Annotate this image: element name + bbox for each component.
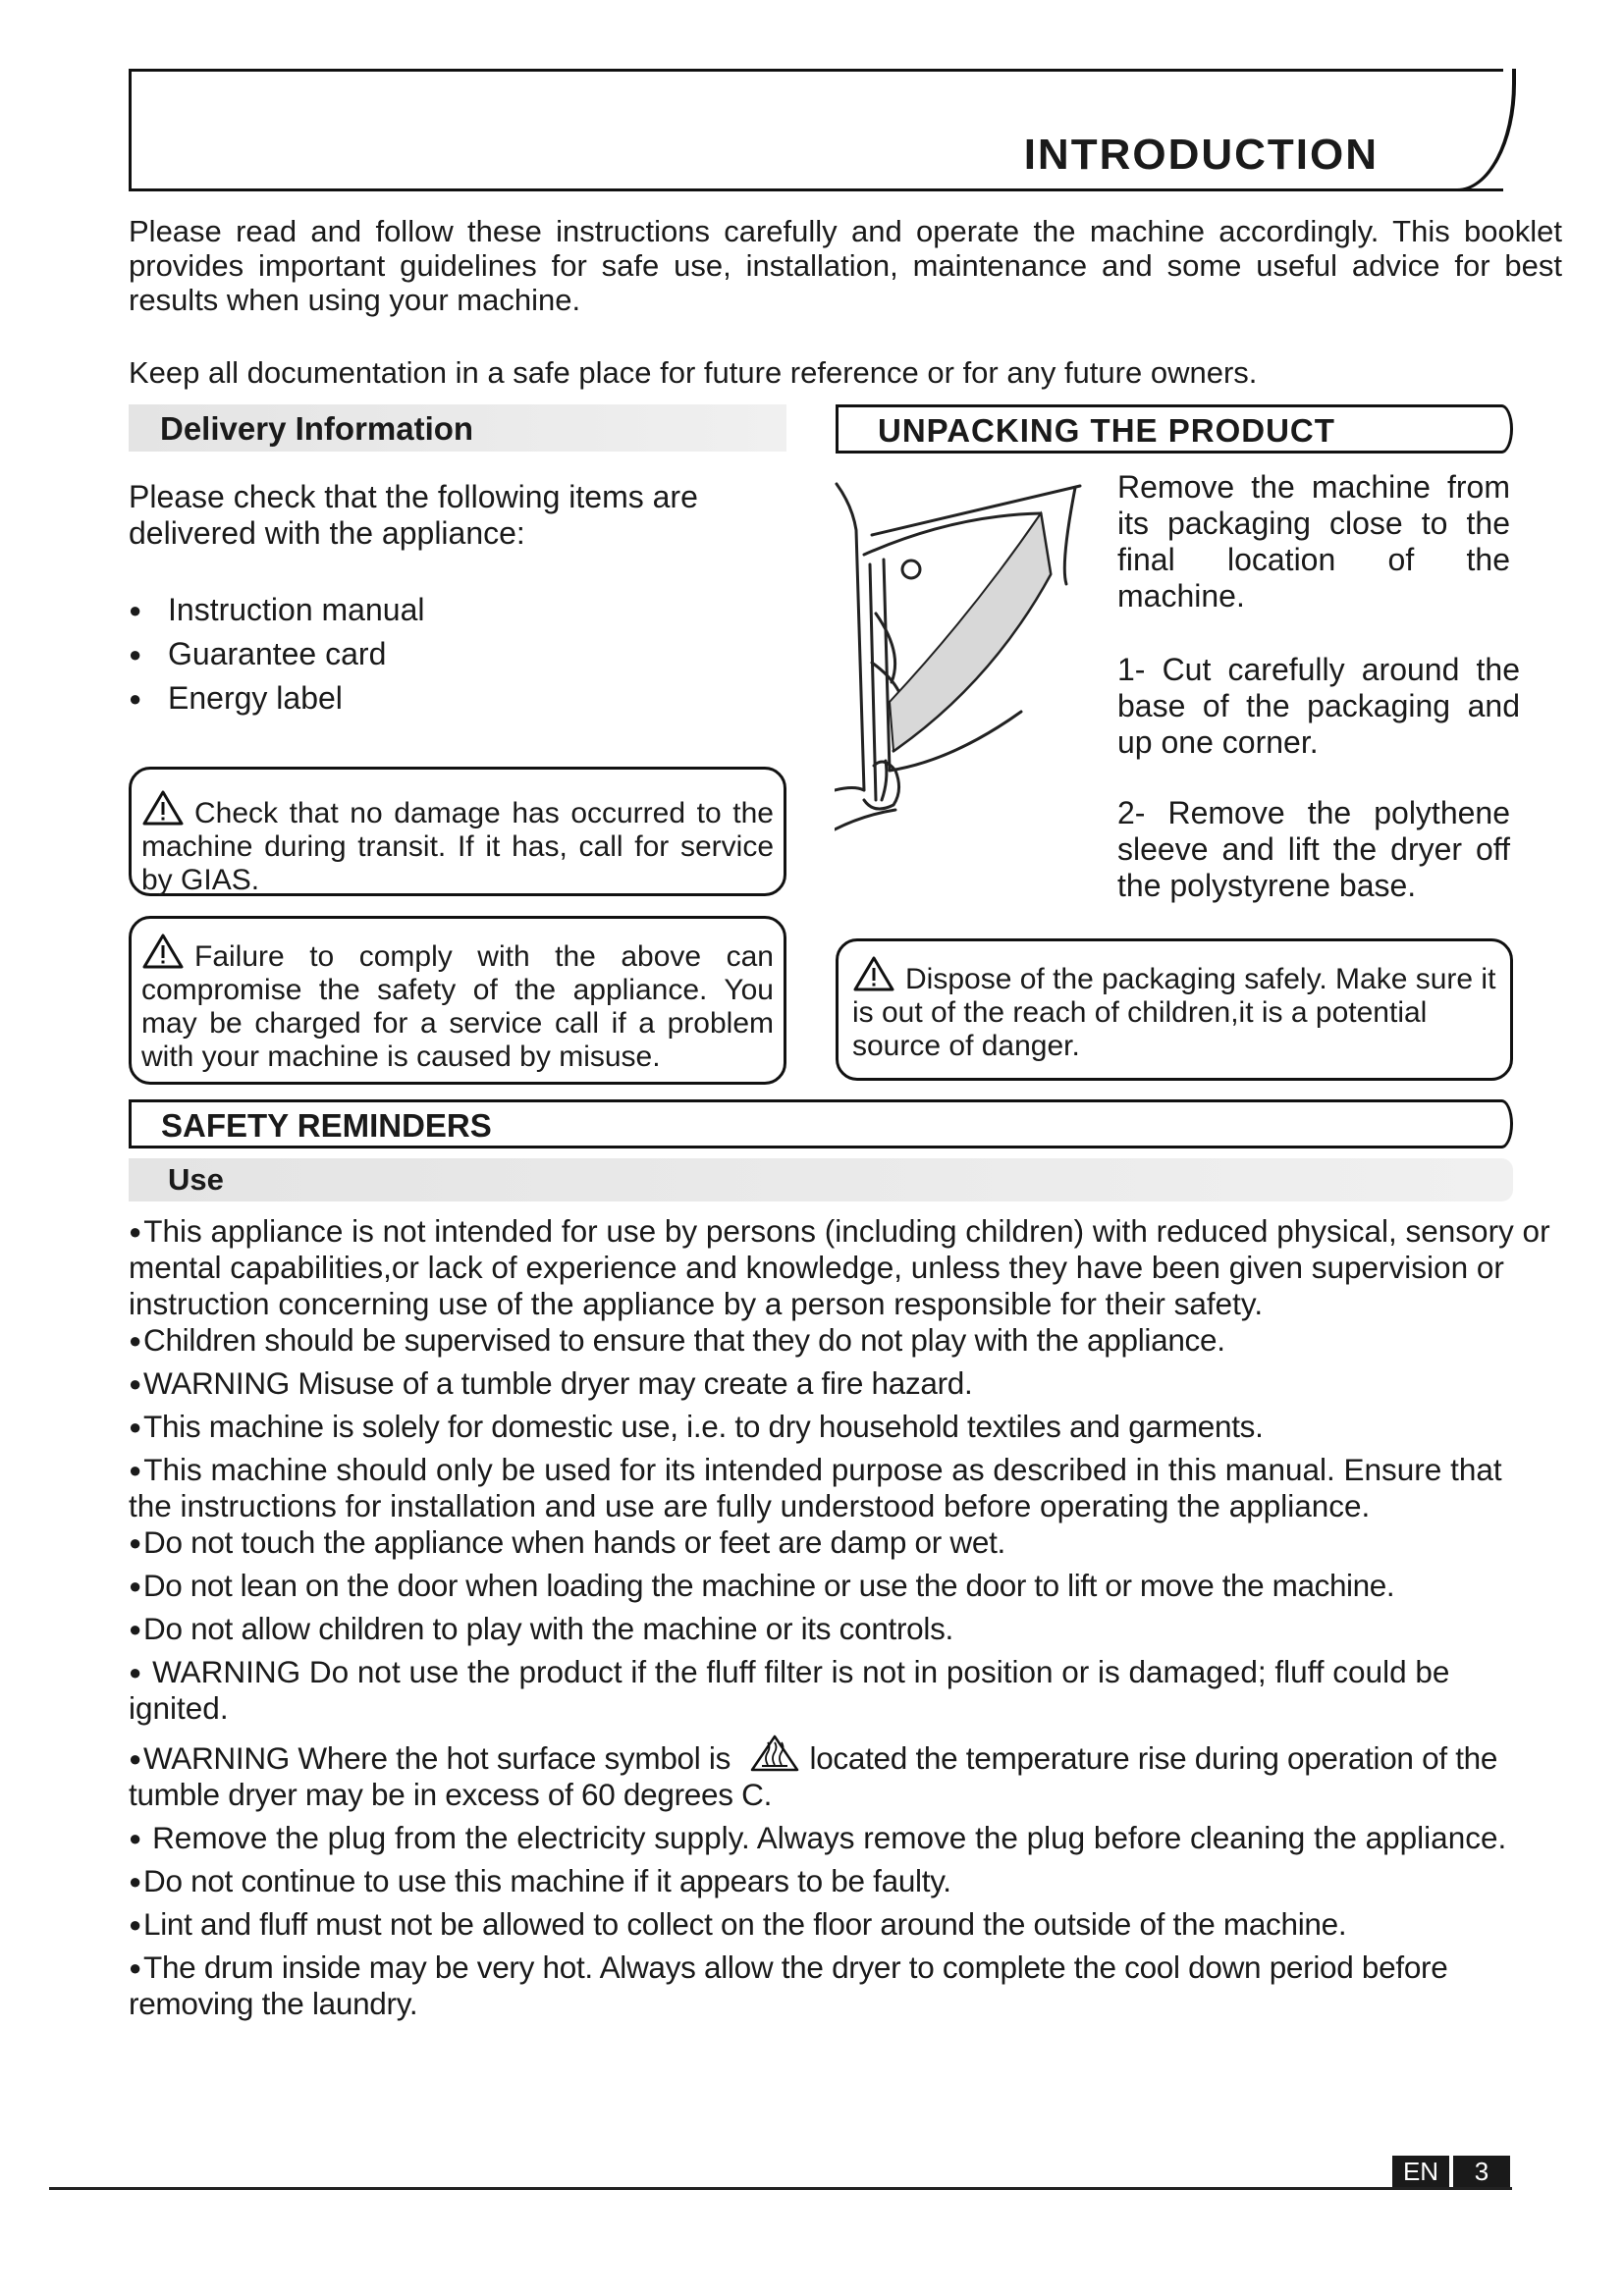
delivery-heading: Delivery Information: [160, 410, 474, 447]
transit-warning-text: Check that no damage has occurred to the machine during transit. If it has, call for service by GIAS.: [141, 797, 774, 896]
safety-heading: SAFETY REMINDERS: [161, 1107, 492, 1144]
safety-list: [129, 1213, 1552, 2022]
unpacking-step0: [1117, 469, 1510, 614]
packaging-warning-box: [836, 938, 1513, 1081]
page-title: INTRODUCTION: [1023, 131, 1379, 179]
safety-item: ●The drum inside may be very hot. Always allow the dryer to complete the cool down period before removing the laundry.: [129, 1949, 1448, 2021]
list-item: ● Instruction manual: [129, 588, 757, 632]
unpacking-illustration: [835, 476, 1100, 854]
use-subheading: Use: [168, 1162, 224, 1197]
documentation-note: Keep all documentation in a safe place for future reference or for any future owners.: [129, 355, 1258, 390]
delivery-heading-bar: [129, 404, 786, 452]
delivery-items: [129, 588, 757, 721]
safety-item: ●Children should be supervised to ensure that they do not play with the appliance.: [129, 1322, 1225, 1358]
misuse-warning-text: Failure to comply with the above can compromise the safety of the appliance. You may be charged for a service call if a problem with your machine is caused by misuse.: [141, 940, 774, 1073]
unpacking-step0-text: Remove the machine from its packaging close to the final location of the machine.: [1117, 469, 1510, 614]
safety-item: ●Lint and fluff must not be allowed to collect on the floor around the outside of the machine.: [129, 1906, 1347, 1942]
safety-item: ● Remove the plug from the electricity supply. Always remove the plug before cleaning the appliance.: [129, 1820, 1507, 1855]
misuse-warning-box: [129, 916, 786, 1085]
language-badge: EN: [1392, 2156, 1449, 2187]
delivery-text: Please check that the following items are delivered with the appliance:: [129, 479, 698, 551]
safety-item: ●Do not continue to use this machine if it appears to be faulty.: [129, 1863, 951, 1898]
transit-warning-box: [129, 767, 786, 896]
safety-item: ● WARNING Do not use the product if the fluff filter is not in position or is damaged; fluff could be ignited.: [129, 1654, 1450, 1726]
list-item: ● Guarantee card: [129, 632, 757, 676]
hot-surface-icon: [749, 1734, 800, 1773]
safety-item: ●This appliance is not intended for use by persons (including children) with reduced physical, sensory or mental capabilities,or lack of experience and knowledge, unless they have been given supervision or instruction concerning use of the appliance by a person responsible for their safety.: [129, 1213, 1550, 1321]
unpacking-heading-box: [836, 404, 1513, 454]
warning-icon: [141, 789, 185, 827]
unpacking-heading: UNPACKING THE PRODUCT: [878, 412, 1335, 449]
intro-paragraph: Please read and follow these instructions carefully and operate the machine accordingly. This booklet provides important guidelines for safe use, installation, maintenance and some useful advice for best results when using your machine.: [129, 214, 1562, 317]
unpacking-step2: 2- Remove the polythene sleeve and lift the dryer off the polystyrene base.: [1117, 795, 1510, 903]
safety-item: ●This machine is solely for domestic use, i.e. to dry household textiles and garments.: [129, 1409, 1264, 1444]
title-frame-curve: [1453, 69, 1516, 191]
safety-item: ●WARNING Misuse of a tumble dryer may create a fire hazard.: [129, 1365, 973, 1401]
list-item: ● Energy label: [129, 676, 757, 721]
warning-icon: [852, 955, 895, 992]
warning-icon: [141, 933, 185, 970]
safety-item: ●Do not allow children to play with the machine or its controls.: [129, 1611, 954, 1646]
safety-item: ●Do not lean on the door when loading the machine or use the door to lift or move the machine.: [129, 1568, 1395, 1603]
footer-rule: [49, 2187, 1512, 2190]
safety-item: ●Do not touch the appliance when hands or feet are damp or wet.: [129, 1524, 1005, 1560]
safety-item: ●WARNING Where the hot surface symbol is located the temperature rise during operation of the tumble dryer may be in excess of 60 degrees C.: [129, 1734, 1552, 1813]
safety-item: ●This machine should only be used for its intended purpose as described in this manual. Ensure that the instructions for installation and use are fully understood before operating the appliance.: [129, 1452, 1502, 1523]
use-subheading-bar: [129, 1158, 1513, 1201]
safety-heading-box: [129, 1099, 1513, 1148]
packaging-warning-text: Dispose of the packaging safely. Make sure it is out of the reach of children,it is a potential source of danger.: [852, 963, 1496, 1062]
unpacking-step1: 1- Cut carefully around the base of the packaging and up one corner.: [1117, 652, 1520, 760]
page-number: 3: [1453, 2156, 1510, 2187]
